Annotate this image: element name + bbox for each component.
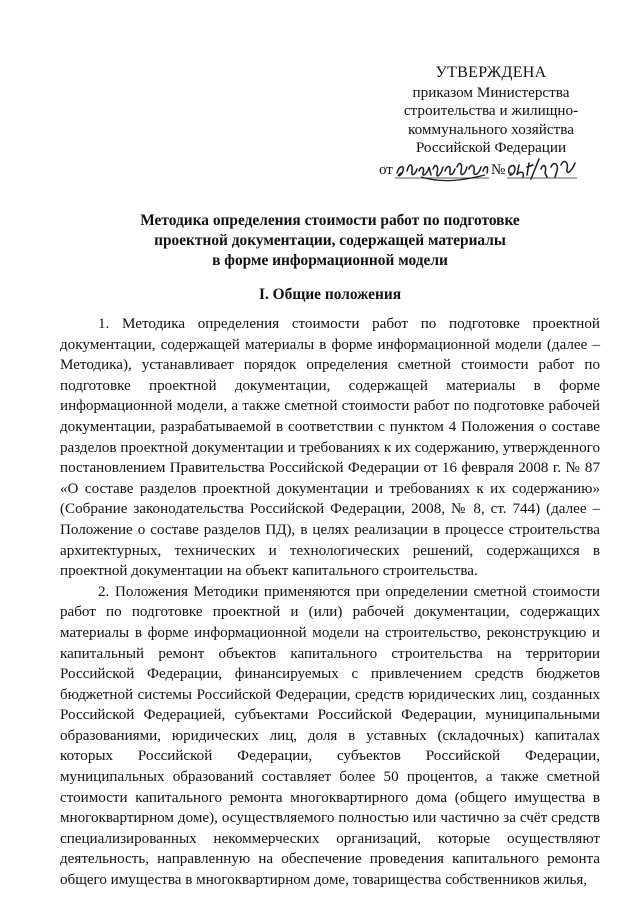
approval-block <box>381 64 601 183</box>
approval-line-3: коммунального хозяйства <box>407 120 574 138</box>
title-line-3: в форме информационной модели <box>212 252 448 269</box>
date-prefix: от <box>379 161 393 178</box>
approval-line-4: Российской Федерации <box>415 139 567 157</box>
paragraph-1: 1. Методика определения стоимости работ по подготовке проектной документации, содержащей материалы в форме информационной модели (далее – Методика), устанавливает порядок определения сметной стоимости работ по подготовке проектной документации, содержащей материалы в форме информационной модели, а также сметной стоимости работ по подготовке рабочей документации, разрабатываемой в соответствии с пунктом 4 Положения о составе разделов проектной документации и требованиях к их содержанию, утвержденного постановлением Правительства Российской Федерации от 16 февраля 2008 г. № 87 «О составе разделов проектной документации и требованиях к их содержанию» (Собрание законодательства Российской Федерации, 2008, № 8, ст. 744) (далее – Положение о составе разделов ПД), в целях реализации в процессе строительства архитектурных, технических и технологических решений, содержащихся в проектной документации на объект капитального строительства. <box>60 316 600 580</box>
title-line-1: Методика определения стоимости работ по подготовке <box>140 212 520 229</box>
approval-heading: УТВЕРЖДЕНА <box>435 64 547 81</box>
document-title <box>60 211 600 271</box>
number-prefix: № <box>491 161 506 178</box>
body-text <box>60 314 600 891</box>
approval-line-2: строительства и жилищно- <box>403 102 579 120</box>
approval-date-number <box>381 159 601 183</box>
paragraph-2: 2. Положения Методики применяются при определении сметной стоимости работ по подготовке проектной и (или) рабочей документации, содержащих материалы в форме информационной модели на строительство, реконструкцию и капитальный ремонт объектов капитального строительства на территории Российской Федерации, финансируемых с привлечением средств бюджетов бюджетной системы Российской Федерации, средств юридических лиц, созданных Российской Федерацией, субъектами Российской Федерации, муниципальными образованиями, юридических лиц, доля в уставных (складочных) капиталах которых Российской Федерации, субъектов Российской Федерации, муниципальных образований составляет более 50 процентов, а также сметной стоимости капитального ремонта многоквартирного дома (общего имущества в многоквартирном доме), осуществляемого полностью или частично за счёт средств специализированных некоммерческих организаций, которые осуществляют деятельность, направленную на обеспечение проведения капитального ремонта общего имущества в многоквартирном доме, товарищества собственников жилья, <box>60 583 600 889</box>
section-title: I. Общие положения <box>258 286 402 303</box>
approval-line-1: приказом Министерства <box>412 83 570 101</box>
handwritten-date-number-icon <box>381 153 601 187</box>
title-line-2: проектной документации, содержащей материалы <box>154 232 506 249</box>
